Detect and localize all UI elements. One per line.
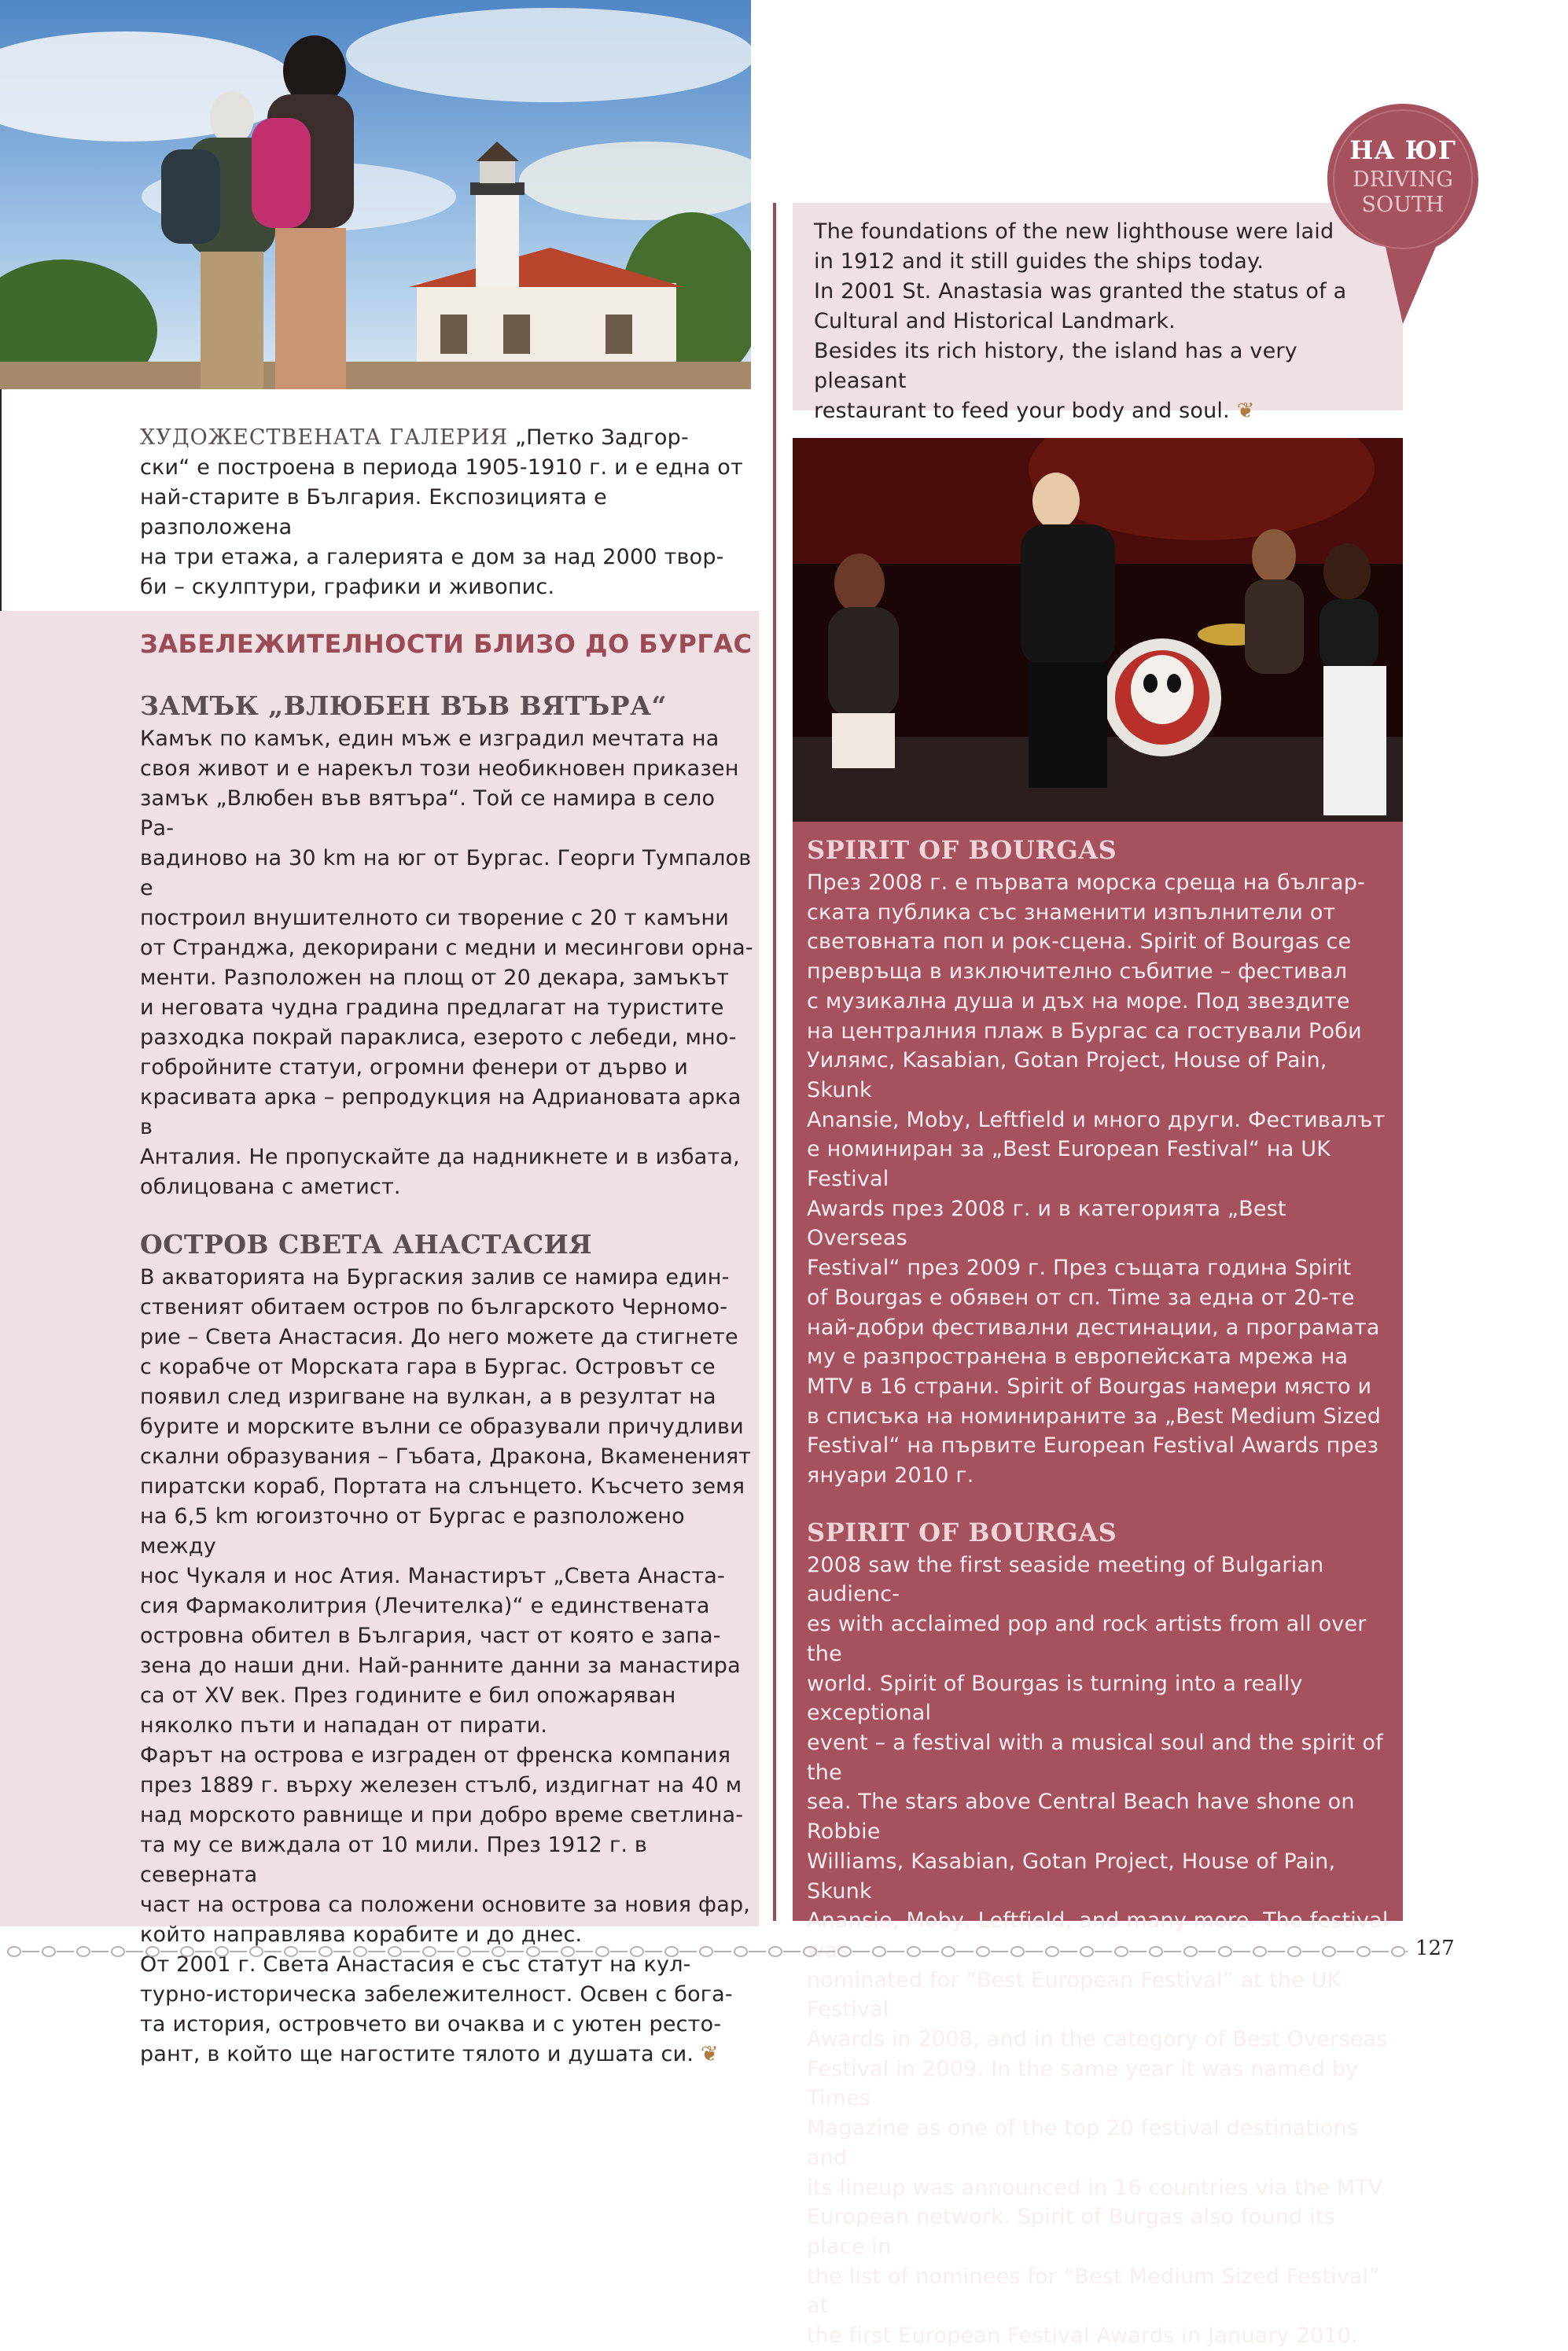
island-title: ОСТРОВ СВЕТА АНАСТАСИЯ	[140, 1229, 592, 1260]
ornament-loop	[146, 1947, 159, 1956]
ornament-loop	[561, 1947, 574, 1956]
ornament-loop	[734, 1947, 747, 1956]
ornament-loop	[804, 1947, 816, 1956]
ornament-loop	[77, 1947, 90, 1956]
ornament-loop	[492, 1947, 505, 1956]
island-text-body: В акваторията на Бургаския залив се намира един- ственият обитаем остров по българското Черномо- рие – Света Анастасия. До него можете да стигнете с корабче от Морската гара в Бургас. Островът се появил след изригване на вулкан, а в резултат на бурите и морските вълни се образували причудливи скални образувания – Гъбата, Дракона, Вкамененият пиратски кораб, Портата на слънцето. Късчето земя на 6,5 km югоизточно от Бургас е разположено между нос Чукаля и нос Атия. Манастирът „Света Анаста- сия Фармаколитрия (Лечителка)“ е единствената островна обител в България, част от която е запа- зена до наши дни. Най-ранните данни за манастира са от XV век. През годините е бил опожаряван няколко пъти и нападан от пирати. Фарът на острова е изграден от френска компания през 1889 г. върху железен стълб, издигнат на 40 м над морското равнище и при добро време светлина- та му се виждала от 10 мили. През 1912 г. в северната част на острова са положени основите за новия фар, който направлява корабите и до днес. От 2001 г. Света Анастасия е със статут на кул- турно-историческа забележителност. Освен с бога- та история, островчето ви очаква и с уютен ресто- рант, в който ще нагостите тялото и душата си.	[140, 1265, 752, 2066]
spirit-content	[807, 835, 1393, 2351]
spirit-bg-text: През 2008 г. е първата морска среща на българ- ската публика със знаменити изпълнители от световната поп и рок-сцена. Spirit of Bourgas се превръща в изключително събитие – фестивал с музикална душа и дъх на море. Под звездите на централния плаж в Бургас са гостували Роби Уилямс, Kasabian, Gotan Project, House of Pain, Skunk Anansie, Moby, Leftfield и много други. Фестивалът е номиниран за „Best European Festival“ на UK Festival Awards през 2008 г. и в категорията „Best Overseas Festival“ през 2009 г. През същата година Spirit of Bourgas е обявен от сп. Time за една от 20-те най-добри фестивални дестинации, а програмата му е разпространена в европейската мрежа на MTV в 16 страни. Spirit of Bourgas намери място и в списъка на номинираните за „Best Medium Sized Festival“ на първите European Festival Awards през януари 2010 г.	[807, 870, 1386, 1488]
page-number: 127	[1415, 1937, 1455, 1960]
ornament-loop	[423, 1947, 436, 1956]
ornament-loop	[977, 1947, 989, 1956]
ornament-loop	[181, 1947, 193, 1956]
ornament-loop	[1080, 1947, 1093, 1956]
footer-ornament	[0, 1942, 1408, 1961]
ornament-loop	[838, 1947, 851, 1956]
ornament-loop	[700, 1947, 712, 1956]
section-heading: ЗАБЕЛЕЖИТЕЛНОСТИ БЛИЗО ДО БУРГАС	[140, 629, 753, 659]
ornament-loop	[1046, 1947, 1058, 1956]
spirit-en-title: SPIRIT OF BOURGAS	[807, 1517, 1117, 1547]
ornament-loop	[1115, 1947, 1128, 1956]
end-mark-icon: ❦	[700, 2042, 719, 2066]
ornament-loop	[1357, 1947, 1370, 1956]
ornament-loop	[907, 1947, 920, 1956]
landmarks-content	[140, 629, 753, 2070]
ornament-loop	[388, 1947, 401, 1956]
badge-title: НА ЮГ	[1349, 135, 1456, 165]
ornament-loop	[8, 1947, 20, 1956]
concert-photo	[793, 438, 1403, 822]
ornament-loop	[354, 1947, 366, 1956]
gallery-text: „Петко Задгор- ски“ е построена в периода 1905-1910 г. и е една от най-старите в България. Експозицията е разположена на три етажа, а галерията е дом за над 2000 твор- би – скулптури, графики и живопис.	[140, 425, 743, 599]
castle-title: ЗАМЪК „ВЛЮБЕН ВЪВ ВЯТЪРА“	[140, 690, 667, 721]
castle-text: Камък по камък, един мъж е изградил мечтата на своя живот и е нарекъл този необикновен приказен замък „Влюбен във вятъра“. Той се намира в село Ра- вадиново на 30 km на юг от Бургас. Георги Тумпалов е построил внушителното си творение с 20 т камъни от Странджа, декорирани с медни и месингови орна- менти. Разположен на площ от 20 декара, замъкът и неговата чудна градина предлагат на туристите разходка покрай параклиса, езерото с лебеди, мно- гобройните статуи, огромни фенери от дърво и красивата арка – репродукция на Адриановата арка в Анталия. Не пропускайте да надникнете и в избата, облицована с аметист.	[140, 727, 753, 1199]
spirit-en-text: 2008 saw the first seaside meeting of Bulgarian audienc- es with acclaimed pop and rock artists from all over the world. Spirit of Bourgas is turning into a really exceptional event – a festival with a musical soul and the spirit of the sea. The stars above Central Beach have shone on Robbie Williams, Kasabian, Gotan Project, House of Pain, Skunk Anansie, Moby, Leftfield, and many more. The festival was nominated for “Best European Festival” at the UK Festival Awards in 2008, and in the category of Best Overseas Festival in 2009. In the same year it was named by Times Magazine as one of the top 20 festival destinations and its lineup was announced in 16 countries via the MTV European network. Spirit of Burgas also found its place in the list of nominees for “Best Medium Sized Festival” at the first European Festival Awards in January 2010.	[807, 1552, 1389, 2349]
ornament-loop	[631, 1947, 643, 1956]
ornament-loop	[1392, 1947, 1404, 1956]
lighthouse-en-content	[814, 217, 1364, 426]
ornament-loop	[527, 1947, 539, 1956]
ornament-loop	[458, 1947, 470, 1956]
ornament-loop	[250, 1947, 263, 1956]
badge-subtitle: DRIVING SOUTH	[1353, 167, 1453, 217]
ornament-loop	[873, 1947, 885, 1956]
column-divider	[773, 203, 776, 1921]
ornament-loop	[112, 1947, 124, 1956]
spirit-bg-title: SPIRIT OF BOURGAS	[807, 835, 1117, 865]
ornament-loop	[1184, 1947, 1197, 1956]
ornament-loop	[42, 1947, 55, 1956]
gallery-lead: ХУДОЖЕСТВЕНАТА ГАЛЕРИЯ	[140, 425, 509, 450]
ornament-loop	[1011, 1947, 1024, 1956]
ornament-loop	[1253, 1947, 1266, 1956]
end-mark-icon: ❦	[1236, 399, 1255, 423]
gallery-paragraph	[140, 423, 753, 602]
lighthouse-en-text	[814, 217, 1364, 426]
ornament-loop	[769, 1947, 782, 1956]
ornament-loop	[596, 1947, 609, 1956]
ornament-loop	[1323, 1947, 1335, 1956]
ornament-loop	[942, 1947, 955, 1956]
ornament-loop	[319, 1947, 332, 1956]
lighthouse-en-text-body: The foundations of the new lighthouse were laid in 1912 and it still guides the ships today. In 2001 St. Anastasia was granted the status of a Cultural and Historical Landmark. Besides its rich history, the island has a very pleasant restaurant to feed your body and soul.	[814, 219, 1347, 423]
ornament-loop	[665, 1947, 678, 1956]
ornament-loop	[1150, 1947, 1162, 1956]
ornament-loop	[1288, 1947, 1301, 1956]
ornament-loop	[285, 1947, 297, 1956]
lighthouse-photo	[0, 0, 751, 389]
ornament-loop	[215, 1947, 228, 1956]
ornament-loop	[1219, 1947, 1231, 1956]
